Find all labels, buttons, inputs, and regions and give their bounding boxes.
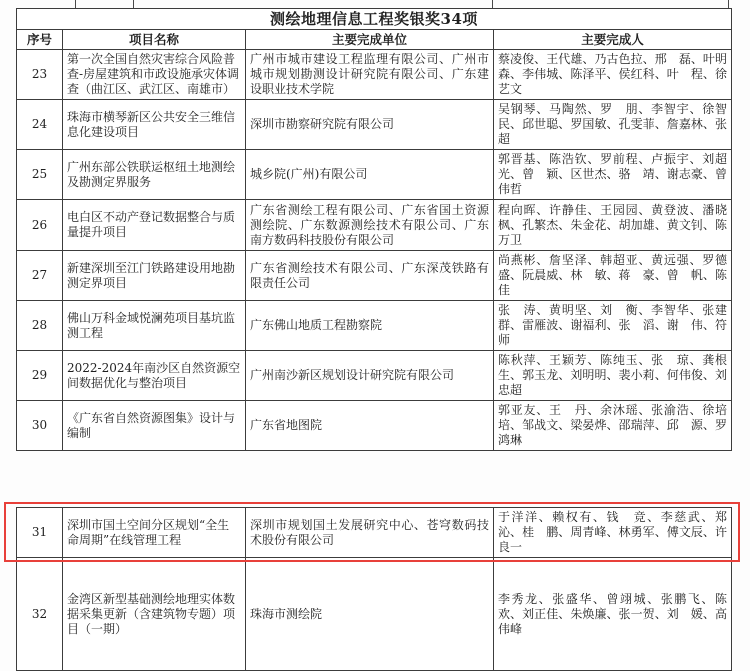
cell-serial-number [17,200,63,250]
cell-serial-number [17,100,63,149]
cell-main-people [494,401,731,450]
serial-number-text: 24 [31,117,48,131]
cell-project-name [63,401,246,450]
cell-serial-number [17,251,63,300]
table-row [17,100,740,150]
table-row [17,301,740,351]
table-row [17,50,731,100]
main-people-text: 尚燕彬、詹坚泽、韩超亚、黄远强、罗德盛、阮晨威、林 敏、蒋 豪、曾 帆、陈 佳 [498,253,740,297]
cell-serial-number [17,508,63,557]
project-name-text: 金湾区新型基础测绘地理实体数据采集更新（含建筑物专题）项目（一期） [67,591,236,636]
cell-project-name [63,558,246,670]
table-row [17,251,740,301]
cell-project-name [63,351,246,400]
cell-main-people [494,200,731,250]
table-row [17,558,740,671]
cell-main-people [494,50,731,99]
cell-main-unit [246,508,494,557]
awards-table-continued [16,507,740,671]
cell-project-name [63,150,246,199]
main-unit-text: 广东省地图院 [250,418,323,432]
cell-main-people [494,558,740,670]
main-unit-text: 广州南沙新区规划设计研究院有限公司 [250,368,455,382]
header-main-unit: 主要完成单位 [246,30,494,49]
table-row [17,401,731,450]
serial-number-text: 25 [31,167,48,181]
cell-main-unit [246,50,494,99]
cell-main-people [494,150,731,199]
main-unit-text: 广东省测绘技术有限公司、广东深茂铁路有限责任公司 [250,260,489,290]
main-unit-text: 珠海市测绘院 [250,606,323,621]
table-title: 测绘地理信息工程奖银奖34项 [17,9,731,30]
project-name-text: 第一次全国自然灾害综合风险普查-房屋建筑和市政设施承灾体调查（曲江区、武江区、南雄市） [67,52,240,96]
table-row [17,200,731,251]
cell-main-people [494,251,740,300]
header-serial-number: 序号 [17,30,63,49]
main-unit-text: 广州市城市建设工程监理有限公司、广州市城市规划勘测设计研究院有限公司、广东建设职业技术学院 [250,52,489,96]
serial-number-text: 26 [31,217,48,232]
cell-project-name [63,100,246,149]
main-people-text: 蔡凌俊、王代雄、乃古色拉、邢 磊、叶明森、李伟城、陈泽平、侯红科、叶 程、徐艺文 [498,52,727,96]
cell-project-name [63,251,246,300]
serial-number-text: 27 [31,268,48,282]
project-name-text: 广州东部公铁联运枢纽土地测绘及勘测定界服务 [67,159,236,189]
main-people-text: 李秀龙、张盛华、曾翊城、张鹏飞、陈 欢、刘正佳、朱焕廉、张一贺、刘 媛、高伟峰 [498,591,740,636]
table-row [17,508,740,558]
cell-main-unit [246,150,494,199]
project-name-text: 珠海市横琴新区公共安全三维信息化建设项目 [67,109,236,139]
cell-main-unit [246,401,494,450]
cell-serial-number [17,301,63,350]
cell-project-name [63,200,246,250]
cell-main-unit [246,558,494,670]
awards-table [16,8,740,451]
cell-project-name [63,508,246,557]
table-row [17,150,731,200]
cell-project-name [63,301,246,350]
cell-main-unit [246,351,494,400]
cell-serial-number [17,150,63,199]
main-unit-text: 广东省测绘工程有限公司、广东省国土资源测绘院、广东数源测绘技术有限公司、广东南方数码科技股份有限公司 [250,202,489,247]
main-people-text: 郭亚友、王 丹、余沐瑶、张渝浩、徐培培、邹战文、梁晏烨、邵瑞萍、邱 源、罗鸿琳 [498,403,727,447]
header-main-people: 主要完成人 [581,32,644,47]
main-unit-text: 深圳市勘察研究院有限公司 [250,117,395,131]
cell-serial-number [17,50,63,99]
cell-main-unit [246,301,494,350]
cell-main-people [494,508,740,557]
main-people-text: 于洋洋、赖权有、钱 竞、李慈武、郑 沁、桂 鹏、周青峰、林勇军、傅文辰、许良一 [498,510,740,554]
cell-serial-number [17,401,63,450]
serial-number-text: 31 [31,525,48,539]
cell-main-people [494,301,740,350]
cell-main-unit [246,251,494,300]
serial-number-text: 32 [31,606,48,621]
table-header-row [17,30,731,50]
project-name-text: 2022-2024年南沙区自然资源空间数据优化与整治项目 [67,360,241,390]
serial-number-text: 23 [31,67,48,81]
serial-number-text: 28 [31,318,48,332]
cell-serial-number [17,351,63,400]
main-people-text: 张 涛、黄明坚、刘 衡、李智华、张建群、雷雁波、谢福利、张 滔、谢 伟、符 师 [498,303,740,347]
main-unit-text: 深圳市规划国土发展研究中心、苍穹数码技术股份有限公司 [250,517,489,547]
project-name-text: 《广东省自然资源图集》设计与编制 [67,410,236,440]
main-people-text: 程向晖、许静佳、王园园、黄登波、潘晓枫、孔繁杰、朱金花、胡加雄、黄文钊、陈万卫 [498,202,727,247]
highlighted-row-wrapper [17,508,740,558]
main-people-text: 吴钢琴、马陶然、罗 朋、李智宇、徐智民、邱世聪、罗国敏、孔雯菲、詹嘉林、张 超 [498,102,740,146]
project-name-text: 电白区不动产登记数据整合与质量提升项目 [67,210,236,239]
main-unit-text: 广东佛山地质工程勘察院 [250,318,383,332]
serial-number-text: 29 [31,368,48,382]
header-project-name: 项目名称 [63,30,246,49]
cell-main-people [494,100,740,149]
project-name-text: 深圳市国土空间分区规划“全生命周期”在线管理工程 [67,517,230,547]
main-unit-text: 城乡院(广州)有限公司 [250,167,368,181]
project-name-text: 新建深圳至江门铁路建设用地勘测定界项目 [67,260,236,290]
cell-serial-number [17,558,63,670]
cell-main-unit [246,200,494,250]
serial-number-text: 30 [31,418,48,432]
main-people-text: 陈秋萍、王颖芳、陈纯玉、张 琼、龚根生、郭玉龙、刘明明、裴小莉、何伟俊、刘忠超 [498,353,727,397]
cell-project-name [63,50,246,99]
main-people-text: 郭晋基、陈浩钦、罗前程、卢振宇、刘超光、曾 颖、区世杰、骆 靖、谢志豪、曾伟哲 [498,152,727,196]
table-row [17,351,731,401]
cell-main-unit [246,100,494,149]
cell-main-people [494,351,731,400]
project-name-text: 佛山万科金域悦澜苑项目基坑监测工程 [67,310,236,340]
